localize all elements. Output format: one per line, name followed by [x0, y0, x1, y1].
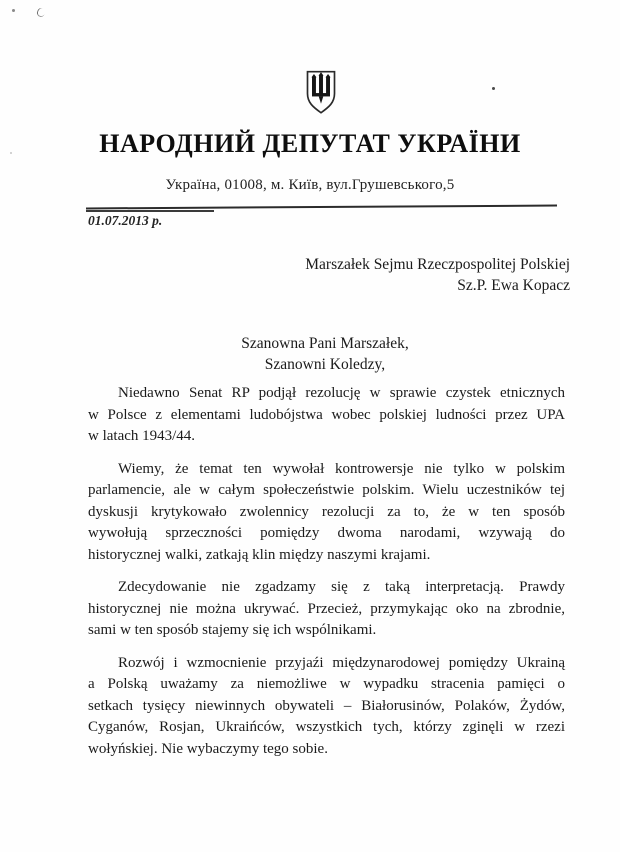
letter-date: 01.07.2013 р. — [88, 213, 163, 228]
paragraph-line: parlamencie, ale w całym społeczeństwie polskim. Wielu uczestników tej — [88, 482, 565, 498]
letterhead-address: Україна, 01008, м. Київ, вул.Грушевського,5 — [165, 177, 455, 193]
paragraph — [88, 383, 565, 448]
scan-speck — [36, 7, 47, 18]
letterhead-rule — [86, 205, 557, 210]
paragraph-line: historycznej walki, zatkają klin między naszymi krajami. — [88, 546, 431, 563]
salutation-line: Szanowni Koledzy, — [264, 356, 386, 373]
salutation-block — [150, 333, 500, 375]
scan-speck — [492, 87, 495, 90]
recipient-line: Sz.P. Ewa Kopacz — [457, 276, 570, 294]
paragraph-line: setkach tysięcy niewinnych obywateli – Białorusinów, Polaków, Żydów, — [88, 697, 565, 714]
letterhead-rule-short — [86, 210, 214, 212]
letterhead-title: НАРОДНИЙ ДЕПУТАТ УКРАЇНИ — [99, 129, 521, 158]
paragraph-line: Cyganów, Rosjan, Ukraińców, wszystkich tych, którzy zginęli w rzezi — [88, 719, 565, 735]
paragraph-line: wywołują sprzeczności pomiędzy dwoma narodami, wzywają do — [88, 525, 565, 541]
paragraph-line: dyskusji krytykowało zwolennicy rezolucji za to, że w ten sposób — [88, 503, 565, 520]
paragraph-line: historycznej nie można ukrywać. Przecież, przymykając oko na zbrodnie, — [88, 600, 565, 617]
paragraph-line: wołyńskiej. Nie wybaczymy tego sobie. — [88, 740, 328, 757]
paragraph-line: Rozwój i wzmocnienie przyjaźi międzynarodowej pomiędzy Ukrainą — [118, 654, 565, 671]
salutation-line: Szanowna Pani Marszałek, — [241, 335, 409, 352]
ukraine-trident-icon — [304, 70, 338, 115]
paragraph-line: Niedawno Senat RP podjął rezolucję w sprawie czystek etnicznych — [118, 385, 565, 401]
paragraph — [88, 577, 565, 642]
paragraph-line: w latach 1943/44. — [88, 428, 196, 444]
letter-body — [88, 383, 565, 771]
paragraph — [88, 653, 565, 761]
paragraph-line: Zdecydowanie nie zgadzamy się z taką interpretacją. Prawdy — [118, 579, 565, 595]
paragraph-line: a Polską uważamy za niemożliwe w wypadku stracenia pamięci o — [88, 676, 565, 692]
paragraph — [88, 459, 565, 567]
scan-speck — [12, 9, 15, 12]
recipient-block — [90, 255, 570, 296]
paragraph-line: Wiemy, że temat ten wywołał kontrowersje nie tylko w polskim — [118, 460, 565, 477]
recipient-line: Marszałek Sejmu Rzeczpospolitej Polskiej — [305, 256, 570, 273]
paragraph-line: sami w ten sposób stajemy się ich wspólnikami. — [88, 622, 377, 638]
paragraph-line: w Polsce z elementami ludobójstwa wobec polskiej ludności przez UPA — [88, 406, 565, 423]
